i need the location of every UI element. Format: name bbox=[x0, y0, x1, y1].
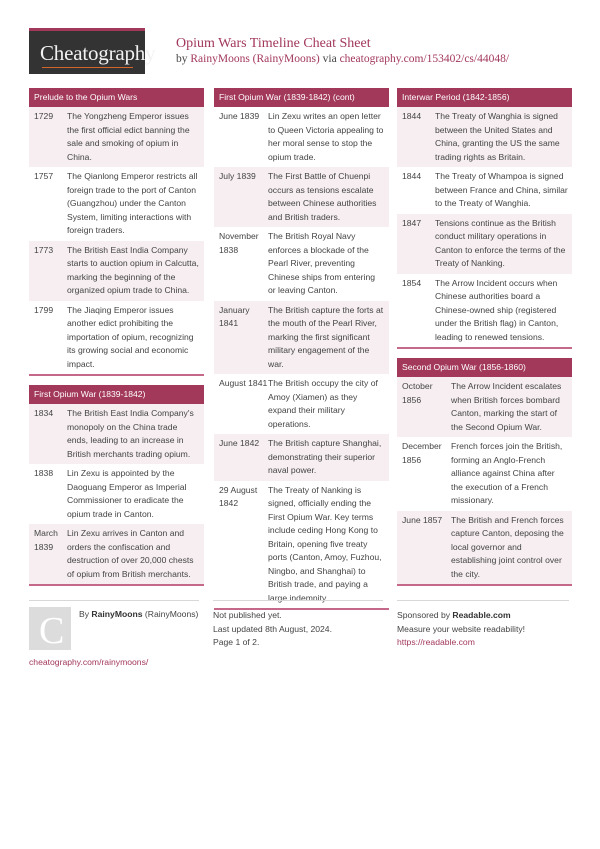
section-title: Second Opium War (1856-1860) bbox=[397, 358, 572, 377]
row-text: The Jiaqing Emperor issues another edict prohibiting the importation of opium, recognizing its growing social and economic impact. bbox=[67, 304, 194, 369]
author-paren: (RainyMoons) bbox=[142, 609, 199, 619]
row-text: The British capture the forts at the mouth of the Pearl River, marking the first significant military engagement of the war. bbox=[268, 304, 384, 369]
row-date: 1844 bbox=[402, 171, 422, 181]
row-text: The Treaty of Wanghia is signed between the United States and China, granting the US the same trading rights as Britain. bbox=[435, 111, 560, 162]
row-text: The Yongzheng Emperor issues the first official edict banning the sale and smoking of opium in China. bbox=[67, 111, 190, 162]
row-text: The Treaty of Nanking is signed, officially ending the First Opium War. Key terms include ceding Hong Kong to Britain, opening five treaty ports (Canton, Amoy, Fuzhou, Ningbo, and Shanghai) to British trade, and paying a large indemnity. bbox=[268, 484, 382, 603]
page-title: Opium Wars Timeline Cheat Sheet bbox=[176, 36, 371, 51]
column-2 bbox=[214, 88, 389, 619]
row-date: 1799 bbox=[34, 304, 54, 315]
row-text: Tensions continue as the British conduct military operations in Canton to enforce the terms of the Treaty of Nanking. bbox=[435, 217, 566, 268]
timeline-row bbox=[397, 377, 572, 437]
timeline-row bbox=[29, 167, 204, 241]
section-first-opium-war bbox=[29, 385, 204, 586]
row-date: 1757 bbox=[34, 171, 54, 181]
timeline-row bbox=[214, 167, 389, 227]
section-title: Interwar Period (1842-1856) bbox=[397, 88, 572, 107]
byline-via: via bbox=[319, 53, 340, 65]
timeline-row bbox=[397, 214, 572, 274]
timeline-row bbox=[214, 107, 389, 167]
timeline-row bbox=[29, 241, 204, 301]
row-date: 1834 bbox=[34, 408, 54, 418]
timeline-row bbox=[397, 437, 572, 511]
row-text: The First Battle of Chuenpi occurs as tensions escalate between Chinese authorities and British traders. bbox=[268, 171, 377, 222]
column-1 bbox=[29, 88, 204, 595]
timeline-row bbox=[29, 107, 204, 167]
sheet-url-link[interactable]: cheatography.com/153402/cs/44048/ bbox=[339, 53, 510, 65]
byline bbox=[176, 53, 509, 65]
sponsor-prefix: Sponsored by bbox=[397, 610, 453, 620]
sponsor-link[interactable]: https://readable.com bbox=[397, 637, 475, 647]
row-date: June 1842 bbox=[219, 438, 260, 448]
byline-prefix: by bbox=[176, 53, 191, 65]
row-text: The Qianlong Emperor restricts all foreign trade to the port of Canton (Guangzhou) under the Canton System, limiting interactions with foreign traders. bbox=[67, 171, 198, 235]
row-date: July 1839 bbox=[219, 171, 256, 181]
author-name[interactable]: RainyMoons bbox=[91, 609, 143, 619]
row-date: 1844 bbox=[402, 111, 422, 121]
section-first-opium-war-cont bbox=[214, 88, 389, 610]
footer-byline bbox=[79, 609, 198, 619]
row-date: 1729 bbox=[34, 111, 54, 121]
row-text: The British occupy the city of Amoy (Xiamen) as they expand their military operations. bbox=[268, 378, 378, 429]
timeline-row bbox=[29, 301, 204, 375]
avatar-letter: C bbox=[39, 610, 65, 652]
page-number: Page 1 of 2. bbox=[213, 637, 260, 647]
row-date: 1838 bbox=[34, 468, 54, 478]
row-text: The Treaty of Whampoa is signed between France and China, similar to the Treaty of Wanghia. bbox=[435, 171, 568, 208]
row-date: December 1856 bbox=[402, 441, 442, 465]
row-text: The British and French forces capture Canton, deposing the local governor and establishing joint control over the city. bbox=[451, 514, 564, 579]
timeline-row bbox=[397, 511, 572, 585]
author-profile-link[interactable]: cheatography.com/rainymoons/ bbox=[29, 657, 149, 667]
sponsor-name: Readable.com bbox=[452, 610, 511, 620]
last-updated: Last updated 8th August, 2024. bbox=[213, 623, 332, 634]
page-header bbox=[29, 28, 569, 74]
section-prelude bbox=[29, 88, 204, 376]
row-text: French forces join the British, forming an Anglo-French alliance against China after the execution of a French missionary. bbox=[451, 441, 563, 505]
timeline-row bbox=[397, 274, 572, 348]
row-text: Lin Zexu is appointed by the Daoguang Emperor as Imperial Commissioner to eradicate the opium trade in Canton. bbox=[67, 468, 187, 519]
column-3 bbox=[397, 88, 572, 595]
avatar[interactable] bbox=[29, 607, 71, 650]
row-text: The Arrow Incident occurs when Chinese authorities board a Chinese-owned ship (registered under the British flag) in Canton, leading to renewed tensions. bbox=[435, 277, 559, 342]
row-text: The British East India Company's monopoly on the China trade ends, leading to an increase in British merchants trading opium. bbox=[67, 408, 194, 459]
sponsor-line bbox=[397, 609, 569, 623]
timeline-row bbox=[397, 107, 572, 167]
row-date: August 1841 bbox=[219, 378, 268, 388]
row-date: June 1839 bbox=[219, 111, 260, 121]
section-title: First Opium War (1839-1842) bbox=[29, 385, 204, 404]
publish-status: Not published yet. bbox=[213, 610, 282, 620]
timeline-row bbox=[397, 167, 572, 214]
timeline-row bbox=[29, 404, 204, 464]
row-date: January 1841 bbox=[219, 304, 250, 328]
by-prefix: By bbox=[79, 609, 92, 619]
row-date: March 1839 bbox=[34, 528, 58, 552]
timeline-row bbox=[214, 301, 389, 375]
row-text: The Arrow Incident escalates when British forces bombard Canton, marking the start of the Second Opium War. bbox=[451, 381, 562, 432]
row-text: Lin Zexu writes an open letter to Queen Victoria appealing to her moral sense to stop the opium trade. bbox=[268, 111, 384, 162]
section-title: Prelude to the Opium Wars bbox=[29, 88, 204, 107]
footer-status bbox=[213, 600, 383, 650]
author-link[interactable]: RainyMoons (RainyMoons) bbox=[190, 53, 320, 65]
row-date: June 1857 bbox=[402, 514, 443, 525]
timeline-row bbox=[214, 434, 389, 481]
footer-author bbox=[29, 600, 199, 667]
timeline-row bbox=[214, 374, 389, 434]
row-date: October 1856 bbox=[402, 381, 433, 405]
cheatography-logo[interactable] bbox=[29, 28, 156, 74]
footer-sponsor bbox=[397, 600, 569, 650]
row-date: 1773 bbox=[34, 244, 54, 255]
row-date: November 1838 bbox=[219, 231, 259, 255]
section-title: First Opium War (1839-1842) (cont) bbox=[214, 88, 389, 107]
timeline-row bbox=[29, 524, 204, 584]
row-date: 1854 bbox=[402, 277, 422, 288]
sponsor-tagline: Measure your website readability! bbox=[397, 623, 526, 634]
timeline-row bbox=[214, 481, 389, 609]
timeline-row bbox=[29, 464, 204, 524]
timeline-row bbox=[214, 227, 389, 301]
row-date: 1847 bbox=[402, 217, 422, 228]
row-text: The British capture Shanghai, demonstrating their superior naval power. bbox=[268, 438, 382, 475]
row-date: 29 August 1842 bbox=[219, 484, 258, 508]
row-text: Lin Zexu arrives in Canton and orders the confiscation and destruction of over 20,000 chests of opium from British merchants. bbox=[67, 528, 194, 579]
section-interwar-period bbox=[397, 88, 572, 349]
logo-text: Cheatography bbox=[40, 41, 156, 65]
row-text: The British Royal Navy enforces a blockade of the Pearl River, preventing Chinese ships from entering or leaving Canton. bbox=[268, 231, 375, 295]
section-second-opium-war bbox=[397, 358, 572, 586]
row-text: The British East India Company starts to auction opium in Calcutta, marking the beginning of the organized opium trade to China. bbox=[67, 244, 199, 295]
logo-underline bbox=[42, 67, 133, 68]
